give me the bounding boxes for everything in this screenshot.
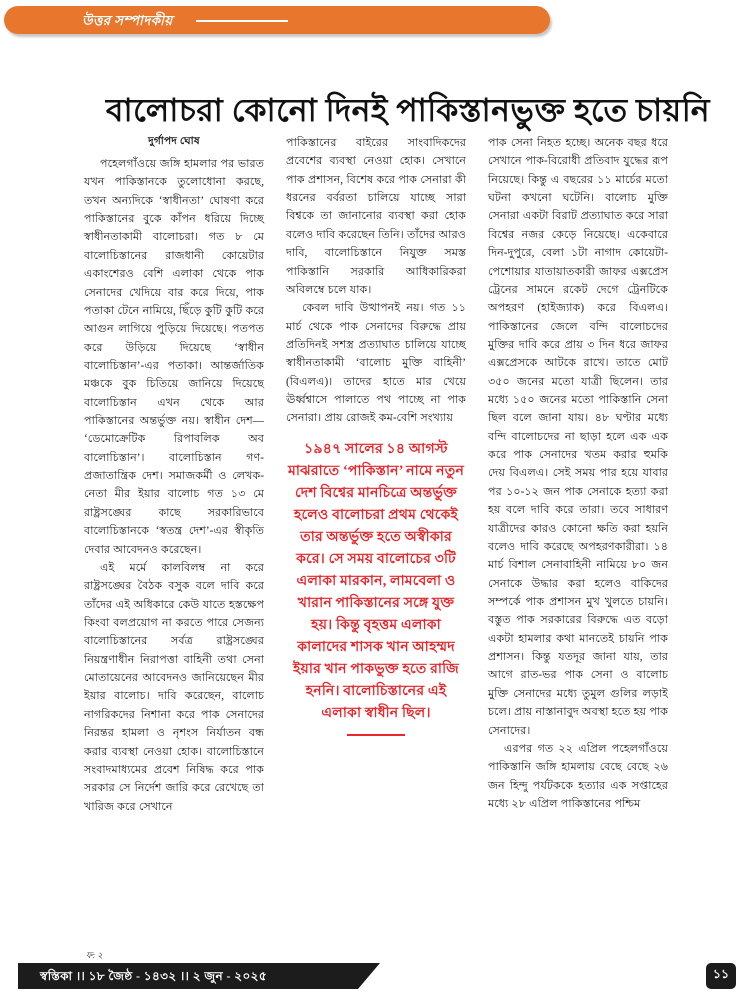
text-column-1 (84, 134, 264, 934)
section-label: উত্তর সম্পাদকীয় (82, 13, 173, 28)
paragraph: পাক সেনা নিহত হচ্ছে। অনেক বছর ধরে সেখানে পাক-বিরোধী প্রতিবাদ যুদ্ধের রূপ নিয়েছে। কিন্তু এ বছরের ১১ মার্চের মতো ঘটনা কখনো ঘটেনি। বালোচ মুক্তি সেনারা একটা বিরাট প্রত্যাঘাত করে সারা বিশ্বের নজর কেড়ে নিয়েছে। একেবারে দিন-দুপুরে, বেলা ১টা নাগাদ কোয়েটা-পেশোয়ার যাতায়াতকারী জাফর এক্সপ্রেস ট্রেনের সামনে রকেট দেগে ট্রেনটিকে অপহরণ (হাইজ্যাক) করে বিএলএ। পাকিস্তানের জেলে বন্দি বালোচদের মুক্তির দাবি করে প্রায় ৩ দিন ধরে জাফর এক্সপ্রেসকে আটকে রাখে। তাতে মোট ৩৫০ জনের মতো যাত্রী ছিলেন। তার মধ্যে ১৫০ জনের মতো পাকিস্তানি সেনা ছিল বলে জানা যায়। ৪৮ ঘণ্টার মধ্যে বন্দি বালোচদের না ছাড়া হলে এক এক করে পাক সেনাদের খতম করার হুমকি দেয় বিএলএ। সেই সময় পার হয়ে যাবার পর ১০-১২ জন পাক সেনাকে হত্যা করা হয় বলে দাবি করে তারা। তবে সাধারণ যাত্রীদের কারও কোনো ক্ষতি করা হয়নি বলেও দাবি করেছে অপহরণকারীরা। ১৪ মার্চ বিশাল সেনাবাহিনী নামিয়ে ৮০ জন সেনাকে উদ্ধার করা হলেও বাকিদের সম্পর্কে পাক প্রশাসন মুখ খুলতে চায়নি। বস্তুত পাক সরকারের বিরুদ্ধে এত বড়ো একটা হামলার কথা মানতেই চায়নি পাক প্রশাসন। কিন্তু যতদূর জানা যায়, তার আগে রাত-ভর পাক সেনা ও বালোচ মুক্তি সেনাদের মধ্যে তুমুল গুলির লড়াই চলে। প্রায় নাস্তানাবুদ অবস্থা হতে হয় পাক সেনাদের। (488, 137, 668, 737)
page-number-badge: ১১ (706, 963, 736, 989)
paragraph: পহেলগাঁওয়ে জঙ্গি হামলার পর ভারত যখন পাকিস্তানকে তুলোধোনা করছে, তখন অন্যদিকে ‘স্বাধীনতা’ ঘোষণা করে পাকিস্তানের বুকে কাঁপন ধরিয়ে দিচ্ছে স্বাধীনতাকামী বালোচরা। গত ৮ মে বালোচিস্তানের রাজধানী কোয়েটার একাংশেরও বেশি এলাকা থেকে পাক সেনাদের খেদিয়ে বার করে দিয়ে, পাক পতাকা টেনে নামিয়ে, ছিঁড়ে কুটি কুটি করে আগুন লাগিয়ে পুড়িয়ে দিয়েছে। পতপত করে উড়িয়ে দিয়েছে ‘স্বাধীন বালোচিস্তান’-এর পতাকা। আন্তর্জাতিক মঞ্চকে বুক চিতিয়ে জানিয়ে দিয়েছে বালোচিস্তান এখন থেকে আর পাকিস্তানের অন্তর্ভুক্ত নয়। স্বাধীন দেশ— ‘ডেমোক্রেটিক রিপাবলিক অব বালোচিস্তান’। বালোচিস্তান গণ-প্রজাতান্ত্রিক দেশ। সমাজকর্মী ও লেখক-নেতা মীর ইয়ার বালোচ গত ১৩ মে রাষ্ট্রসঙ্ঘের কাছে সরকারিভাবে বালোচিস্তানকে ‘স্বতন্ত্র দেশ’-এর স্বীকৃতি দেবার আবেদনও করেছেন। (84, 158, 264, 556)
text-column-2 (286, 134, 466, 934)
author-byline: দুর্গাপদ ঘোষ (148, 136, 200, 147)
paragraph: পাকিস্তানের বাইরের সাংবাদিকদের প্রবেশের ব্যবস্থা নেওয়া হোক। সেখানে পাক প্রশাসন, বিশেষ করে পাক সেনারা কী ধরনের বর্বরতা চালিয়ে যাচ্ছে সারা বিশ্বকে তা জানানোর ব্যবস্থা করা হোক বলেও দাবি করেছেন তিনি। তাঁদের আরও দাবি, বালোচিস্তানে নিযুক্ত সমস্ত পাকিস্তানি সরকারি আধিকারিকরা অবিলম্বে চলে যাক। (286, 137, 466, 296)
footer-imprint: স্বস্তিকা ।। ১৮ জৈষ্ঠ - ১৪৩২ ।। ২ জুন - ২০২৫ (40, 969, 268, 983)
paragraph: কেবল দাবি উত্থাপনই নয়। গত ১১ মার্চ থেকে পাক সেনাদের বিরুদ্ধে প্রায় প্রতিদিনই সশস্ত্র প্রত্যাঘাত চালিয়ে যাচ্ছে স্বাধীনতাকামী ‘বালোচ মুক্তি বাহিনী’ (বিএলএ)। তাদের হাতে মার খেয়ে ঊর্ধ্বশ্বাসে পালাতে পথ পাচ্ছে না পাক সেনারা। প্রায় রোজই কম-বেশি সংখ্যায় (286, 302, 466, 425)
text-column-3 (488, 134, 668, 934)
article-body (84, 134, 669, 934)
continuation-marker: ফ: ২ (86, 950, 103, 960)
article-headline: বালোচরা কোনো দিনই পাকিস্তানভুক্ত হতে চায়নি (105, 93, 711, 129)
masthead-banner (0, 6, 750, 40)
masthead-underline-rule (196, 20, 288, 22)
pull-quote-divider (347, 734, 405, 736)
paragraph: এরপর গত ২২ এপ্রিল পহেলগাঁওয়ে পাকিস্তানি জঙ্গি হামলায় বেছে বেছে ২৬ জন হিন্দু পর্যটককে হত্যার এক সপ্তাহের মধ্যে ২৮ এপ্রিল পাকিস্তানের পশ্চিম (488, 742, 668, 810)
pull-quote: ১৯৪৭ সালের ১৪ আগস্ট মাঝরাতে ‘পাকিস্তান’ নামে নতুন দেশ বিশ্বের মানচিত্রে অন্তর্ভুক্ত হলেও বালোচরা প্রথম থেকেই তার অন্তর্ভুক্ত হতে অস্বীকার করে। সে সময় বালোচের ৩টি এলাকা মারকান, লামবেলা ও খারান পাকিস্তানের সঙ্গে যুক্ত হয়। কিন্তু বৃহত্তম এলাকা কালাদের শাসক খান আহম্মদ ইয়ার খান পাকভুক্ত হতে রাজি হননি। বালোচিস্তানের এই এলাকা স্বাধীন ছিল। (287, 440, 465, 721)
paragraph: এই মর্মে কালবিলম্ব না করে রাষ্ট্রসঙ্ঘের বৈঠক বসুক বলে দাবি করে তাঁদের এই অধিকারে কেউ যাতে হস্তক্ষেপ কিংবা বলপ্রয়োগ না করতে পারে সেজন্য বালোচিস্তানের সর্বত্র রাষ্ট্রসঙ্ঘের নিয়ন্ত্রণাধীন নিরাপত্তা বাহিনী তথা সেনা মোতায়েনের আবেদনও জানিয়েছেন মীর ইয়ার বালোচ। দাবি করেছেন, বালোচ নাগরিকদের নিশানা করে পাক সেনাদের নিরন্তর হামলা ও নৃশংস নির্যাতন বন্ধ করার ব্যবস্থা নেওয়া হোক। বালোচিস্তানে সংবাদমাধ্যমের প্রবেশ নিষিদ্ধ করে পাক সরকার সে নির্দেশ জারি করে রেখেছে তা খারিজ করে সেখানে (84, 561, 264, 813)
